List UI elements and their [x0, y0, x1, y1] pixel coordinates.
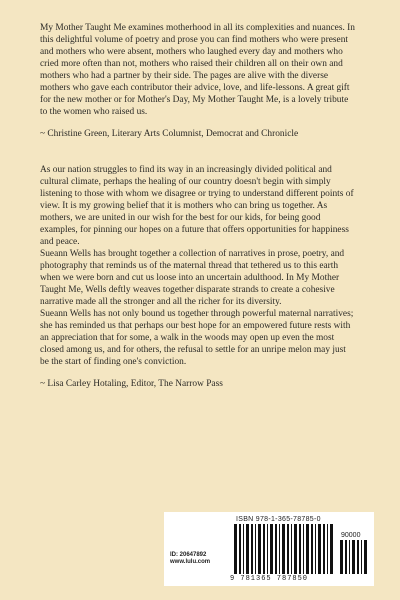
price-barcode	[340, 540, 368, 574]
isbn-barcode	[234, 524, 336, 574]
barcode-bar	[270, 524, 273, 574]
barcode-bar	[349, 540, 350, 574]
barcode-bar	[275, 524, 277, 574]
barcode-digits: 9 781365 787850	[230, 575, 309, 583]
barcode-bar	[251, 524, 253, 574]
barcode-bar	[323, 524, 325, 574]
review-lisa-hotaling	[40, 164, 356, 390]
barcode-bar	[330, 524, 333, 574]
review-text: My Mother Taught Me examines motherhood in all its complexities and nuances. In this delightful volume of poetry and prose you can find mothers who were present and mothers who were absent, mothers who laughed every day and mothers who cried more often than not, mothers who raised their children all on their own and mothers who had a partner by their side. The pages are alive with the diverse mothers who gave each contributor their advice, love, and life-lessons. A great gift for the new mother or for Mother's Day, My Mother Taught Me, is a lovely tribute to the women who raised us.	[40, 23, 355, 117]
lulu-site: www.lulu.com	[170, 559, 211, 565]
barcode-bar	[299, 524, 301, 574]
review-paragraph-2: Sueann Wells has brought together a collection of narratives in prose, poetry, and photography that reminds us of the maternal thread that tethered us to this earth when we were born and cut us loose into an uncertain adulthood. In My Mother Taught Me, Wells deftly weaves together disparate strands to create a cohesive narrative made all the stronger and all the richer for its diversity.	[40, 249, 345, 307]
isbn-label: ISBN 978-1-365-78785-0	[236, 516, 321, 523]
barcode-bar	[294, 524, 297, 574]
barcode-bar	[239, 524, 241, 574]
barcode-bar	[303, 524, 304, 574]
barcode-bar	[291, 524, 292, 574]
price-code: 90000	[341, 532, 361, 539]
barcode-bar	[340, 540, 343, 574]
barcode-bar	[258, 524, 261, 574]
barcode-bar	[345, 540, 347, 574]
barcode-bar	[318, 524, 321, 574]
lulu-id-block	[170, 552, 210, 566]
barcode-bar	[234, 524, 237, 574]
review-christine-green	[40, 22, 356, 140]
barcode-bar	[357, 540, 359, 574]
barcode-bar	[306, 524, 309, 574]
barcode-bar	[246, 524, 249, 574]
barcode-bar	[287, 524, 289, 574]
isbn-barcode-box	[164, 512, 374, 586]
lulu-id: ID: 20647892	[170, 552, 207, 558]
barcode-bar	[282, 524, 285, 574]
review-paragraph-1: As our nation struggles to find its way in an increasingly divided political and cultural climate, perhaps the healing of our country doesn't begin with simply listening to those with whom we disagree or trying to understand different points of view. It is my growing belief that it is mothers who can bring us together. As mothers, we are united in our wish for the best for our kids, for being good examples, for pinning our hopes on a future that offers opportunities for happiness and peace.	[40, 165, 354, 247]
review-attribution: ~ Lisa Carley Hotaling, Editor, The Narrow Pass	[40, 379, 223, 389]
review-paragraph-3: Sueann Wells has not only bound us together through powerful maternal narratives; she has reminded us that perhaps our best hope for an empowered future rests with an appreciation that for some, a walk in the woods may open up even the most closed among us, and for others, the refusal to settle for an unripe melon may just be the start of finding one's conviction.	[40, 309, 354, 367]
barcode-bar	[361, 540, 362, 574]
barcode-bar	[267, 524, 268, 574]
barcode-bar	[315, 524, 316, 574]
barcode-bar	[327, 524, 328, 574]
barcode-bar	[255, 524, 256, 574]
barcode-bar	[364, 540, 367, 574]
barcode-bar	[243, 524, 244, 574]
barcode-bar	[311, 524, 313, 574]
barcode-bar	[263, 524, 265, 574]
barcode-bar	[279, 524, 280, 574]
review-attribution: ~ Christine Green, Literary Arts Columnist, Democrat and Chronicle	[40, 129, 299, 139]
barcode-bar	[352, 540, 355, 574]
